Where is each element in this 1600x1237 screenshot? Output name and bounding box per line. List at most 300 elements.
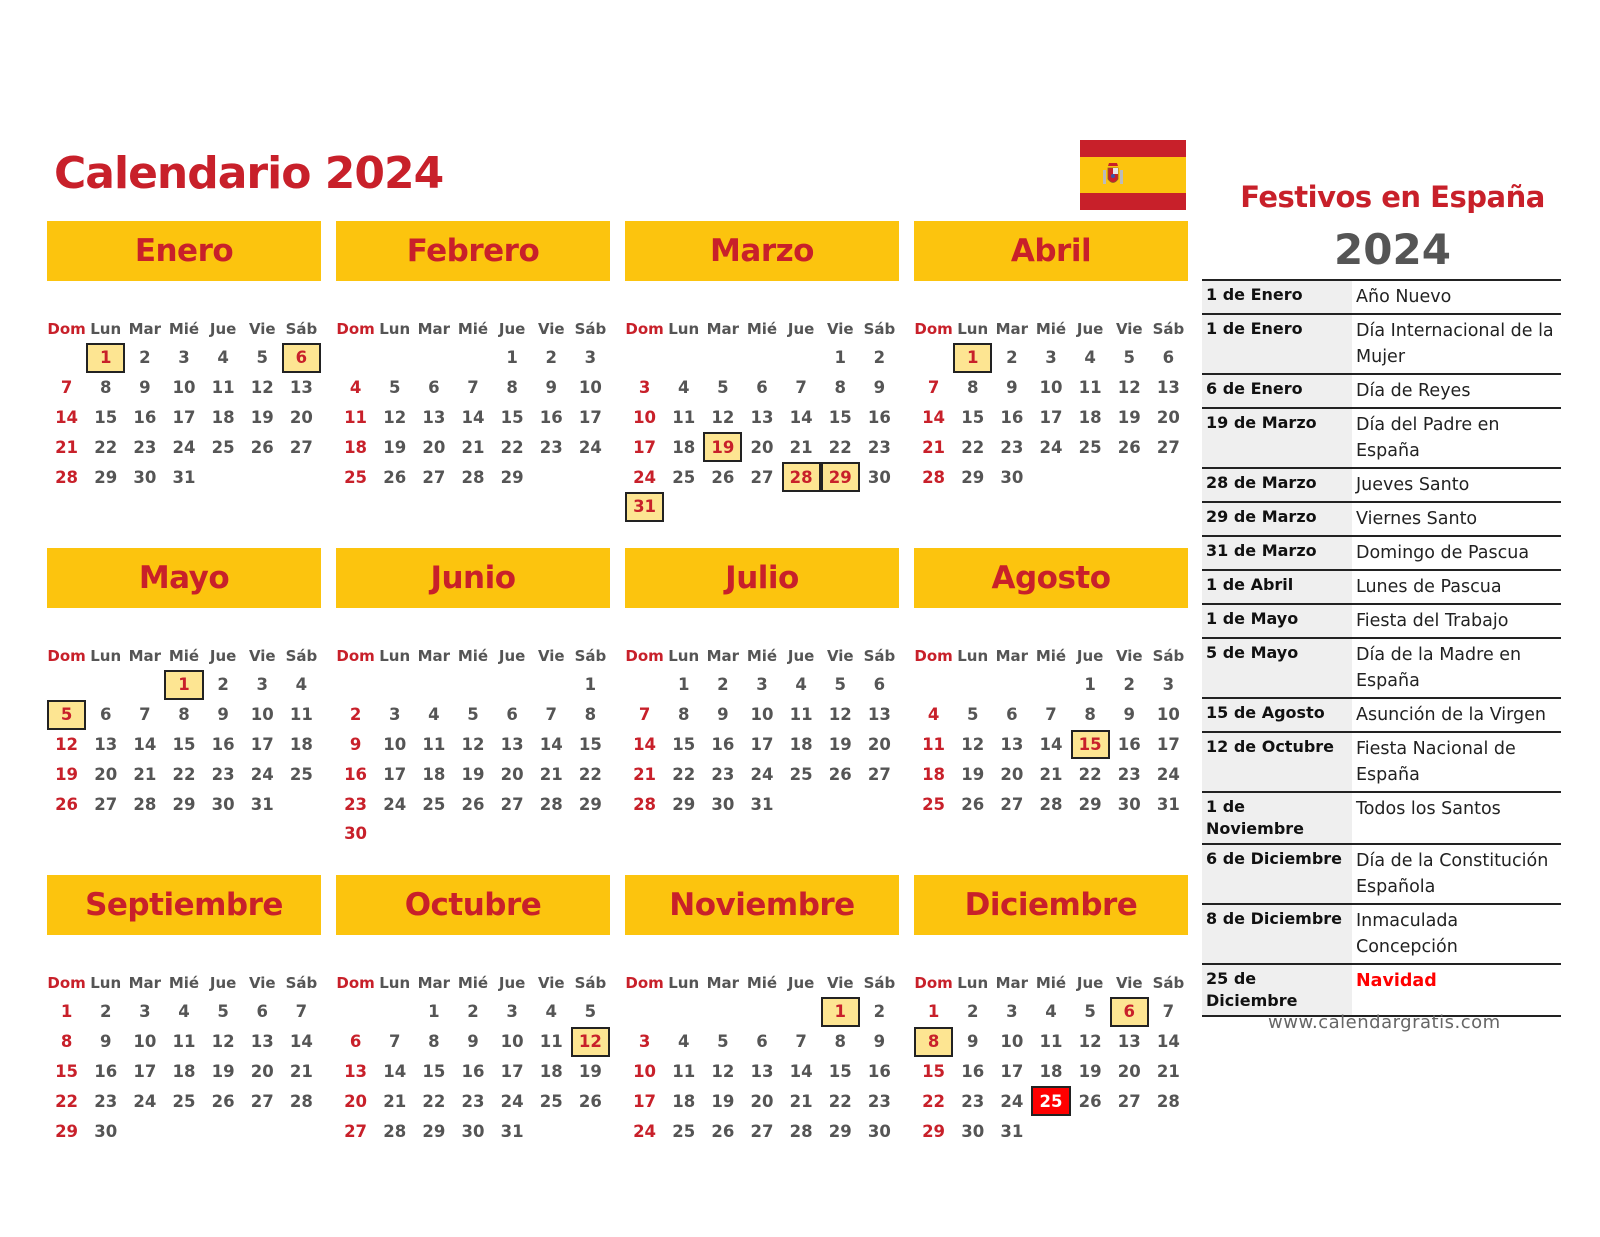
day-cell: 4	[428, 705, 440, 725]
day-cell: 29	[94, 467, 118, 487]
day-cell: 27	[289, 437, 313, 457]
weekday-label: Dom	[625, 647, 664, 665]
day-cell: 20	[250, 1061, 274, 1081]
week-row	[47, 1086, 321, 1116]
day-cell: 19	[961, 764, 985, 784]
day-cell: 10	[500, 1032, 524, 1052]
month-header: Octubre	[336, 875, 610, 935]
day-cell: 13	[94, 734, 118, 754]
day-cell: 12	[1117, 378, 1141, 398]
day-cell: 21	[539, 764, 563, 784]
empty-day-cell	[1071, 1116, 1110, 1146]
day-cell: 25	[289, 764, 313, 784]
day-cell: 18	[211, 407, 235, 427]
weekday-label: Mar	[995, 320, 1029, 338]
empty-day-cell	[782, 343, 821, 373]
holiday-day-cell: 28	[782, 462, 821, 492]
day-cell: 20	[344, 1091, 368, 1111]
day-cell: 15	[828, 407, 852, 427]
day-cell: 5	[256, 348, 269, 368]
day-cell: 7	[1162, 1002, 1175, 1022]
day-cell: 23	[133, 437, 157, 457]
day-cell: 16	[133, 407, 157, 427]
day-cell: 9	[1123, 705, 1136, 725]
empty-day-cell	[414, 343, 453, 373]
day-cell: 25	[922, 794, 946, 814]
day-cell: 30	[1117, 794, 1141, 814]
holiday-date: 1 de Enero	[1202, 315, 1352, 373]
weekday-label: Mar	[128, 974, 162, 992]
day-cell: 24	[250, 764, 274, 784]
day-cell: 8	[584, 705, 597, 725]
day-cell: 3	[1162, 675, 1175, 695]
weekday-label: Mar	[128, 320, 162, 338]
day-cell: 16	[461, 1061, 485, 1081]
month-header: Abril	[914, 221, 1188, 281]
month-header: Marzo	[625, 221, 899, 281]
weekday-label: Dom	[336, 974, 375, 992]
weekday-label: Sáb	[574, 647, 607, 665]
day-cell: 2	[545, 348, 558, 368]
empty-day-cell	[1149, 1116, 1188, 1146]
day-cell: 30	[133, 467, 157, 487]
month-marzo	[625, 221, 899, 522]
day-cell: 10	[1156, 705, 1180, 725]
day-cell: 6	[506, 705, 518, 725]
coat-of-arms-icon	[1102, 162, 1124, 188]
day-cell: 3	[388, 705, 401, 725]
holiday-date: 1 de Abril	[1202, 571, 1352, 603]
day-cell: 30	[211, 794, 235, 814]
weekday-label: Mar	[706, 974, 740, 992]
weekday-label: Dom	[625, 320, 664, 338]
holiday-name: Viernes Santo	[1356, 509, 1478, 529]
weekday-label: Dom	[914, 320, 953, 338]
holiday-day-cell: 8	[914, 1027, 953, 1057]
weekday-label: Vie	[537, 647, 565, 665]
week-row	[47, 997, 321, 1027]
day-cell: 15	[94, 407, 118, 427]
day-cell: 14	[1156, 1032, 1180, 1052]
empty-day-cell	[164, 1116, 203, 1146]
empty-day-cell	[625, 670, 664, 700]
day-cell: 12	[711, 1061, 735, 1081]
day-cell: 29	[961, 467, 985, 487]
day-cell: 14	[789, 407, 813, 427]
holiday-date: 5 de Mayo	[1202, 639, 1352, 697]
day-cell: 20	[422, 437, 446, 457]
day-cell: 22	[672, 764, 696, 784]
day-cell: 3	[1045, 348, 1057, 368]
weekday-label: Mar	[417, 320, 451, 338]
day-cell: 17	[1039, 407, 1063, 427]
holiday-row	[1202, 409, 1561, 469]
day-cell: 17	[172, 407, 196, 427]
weekday-header-row	[625, 317, 899, 341]
holiday-row	[1202, 733, 1561, 793]
day-cell: 13	[289, 378, 313, 398]
day-cell: 8	[966, 378, 979, 398]
day-cell: 26	[461, 794, 485, 814]
day-cell: 22	[172, 764, 196, 784]
weekday-label: Jue	[209, 647, 237, 665]
day-cell: 13	[867, 705, 891, 725]
empty-day-cell	[532, 670, 571, 700]
week-row	[47, 432, 321, 462]
holiday-name: Fiesta Nacional de España	[1356, 739, 1516, 785]
holiday-name: Inmaculada Concepción	[1356, 911, 1459, 957]
day-cell: 3	[584, 348, 597, 368]
day-cell: 3	[506, 1002, 518, 1022]
day-cell: 17	[750, 734, 774, 754]
weekday-label: Lun	[668, 974, 700, 992]
weekday-label: Vie	[1115, 974, 1143, 992]
holiday-date: 8 de Diciembre	[1202, 905, 1352, 963]
day-cell: 27	[1156, 437, 1180, 457]
day-cell: 10	[578, 378, 602, 398]
weekday-label: Vie	[537, 974, 565, 992]
empty-day-cell	[664, 492, 703, 522]
day-cell: 25	[539, 1091, 563, 1111]
day-cell: 2	[873, 1002, 886, 1022]
day-cell: 4	[795, 675, 807, 695]
day-cell: 24	[172, 437, 196, 457]
day-cell: 12	[1078, 1032, 1102, 1052]
day-cell: 28	[383, 1121, 407, 1141]
day-cell: 23	[344, 794, 368, 814]
day-cell: 23	[461, 1091, 485, 1111]
week-row	[914, 1057, 1188, 1087]
holiday-row	[1202, 375, 1561, 409]
day-cell: 3	[139, 1002, 151, 1022]
day-cell: 10	[133, 1032, 157, 1052]
weekday-label: Vie	[248, 647, 276, 665]
weekday-header-row	[625, 644, 899, 668]
day-cell: 14	[461, 407, 485, 427]
empty-day-cell	[375, 670, 414, 700]
week-row	[336, 1086, 610, 1116]
week-row	[625, 1027, 899, 1057]
holiday-row	[1202, 639, 1561, 699]
day-cell: 4	[677, 1032, 690, 1052]
week-row	[336, 373, 610, 403]
weekday-label: Mar	[706, 647, 740, 665]
day-cell: 17	[1156, 734, 1180, 754]
holiday-date: 1 de Noviembre	[1202, 793, 1352, 843]
day-cell: 13	[1156, 378, 1180, 398]
week-row	[47, 670, 321, 700]
day-cell: 18	[539, 1061, 563, 1081]
day-cell: 7	[638, 705, 651, 725]
day-cell: 24	[383, 794, 407, 814]
month-header: Agosto	[914, 548, 1188, 608]
week-row	[336, 1027, 610, 1057]
empty-day-cell	[742, 492, 781, 522]
empty-day-cell	[1071, 462, 1110, 492]
weekday-label: Jue	[209, 974, 237, 992]
day-cell: 18	[289, 734, 313, 754]
website-link[interactable]: www.calendargratis.com	[1268, 1012, 1501, 1033]
day-cell: 26	[1117, 437, 1141, 457]
day-cell: 2	[1123, 675, 1136, 695]
day-cell: 6	[256, 1002, 269, 1022]
week-row	[625, 759, 899, 789]
weekday-label: Vie	[1115, 320, 1143, 338]
day-cell: 25	[172, 1091, 196, 1111]
empty-day-cell	[625, 343, 664, 373]
week-row	[336, 730, 610, 760]
day-cell: 1	[834, 348, 847, 368]
day-cell: 1	[927, 1002, 940, 1022]
day-cell: 22	[55, 1091, 79, 1111]
weekday-label: Lun	[957, 974, 989, 992]
holiday-row	[1202, 905, 1561, 965]
week-row	[47, 343, 321, 373]
weekday-label: Lun	[379, 320, 411, 338]
weekday-label: Jue	[498, 974, 526, 992]
day-cell: 18	[172, 1061, 196, 1081]
week-row	[336, 432, 610, 462]
day-cell: 4	[677, 378, 690, 398]
day-cell: 18	[422, 764, 446, 784]
day-cell: 27	[867, 764, 891, 784]
weekday-label: Mié	[168, 974, 200, 992]
weekday-label: Sáb	[1152, 647, 1185, 665]
day-cell: 7	[1045, 705, 1057, 725]
day-cell: 3	[178, 348, 190, 368]
day-cell: 22	[1078, 764, 1102, 784]
empty-day-cell	[375, 997, 414, 1027]
holiday-name: Navidad	[1356, 971, 1437, 991]
day-cell: 24	[578, 437, 602, 457]
day-cell: 14	[1039, 734, 1063, 754]
day-cell: 31	[250, 794, 274, 814]
day-cell: 26	[711, 467, 735, 487]
day-cell: 6	[756, 1032, 768, 1052]
week-row	[625, 700, 899, 730]
day-cell: 22	[422, 1091, 446, 1111]
weekday-header-row	[914, 317, 1188, 341]
day-cell: 5	[388, 378, 401, 398]
day-cell: 1	[506, 348, 518, 368]
day-cell: 17	[633, 1091, 657, 1111]
day-cell: 15	[961, 407, 985, 427]
weekday-label: Jue	[1076, 647, 1104, 665]
week-row	[625, 403, 899, 433]
day-cell: 3	[1006, 1002, 1018, 1022]
day-cell: 5	[217, 1002, 229, 1022]
day-cell: 2	[99, 1002, 112, 1022]
day-cell: 19	[250, 407, 274, 427]
weekday-label: Sáb	[863, 647, 896, 665]
day-cell: 20	[289, 407, 313, 427]
week-row	[914, 730, 1188, 760]
weekday-label: Mié	[746, 320, 778, 338]
day-cell: 30	[461, 1121, 485, 1141]
weekday-label: Mié	[1035, 974, 1067, 992]
month-diciembre	[914, 875, 1188, 1146]
day-cell: 11	[344, 407, 368, 427]
empty-day-cell	[453, 819, 492, 849]
empty-day-cell	[204, 1116, 243, 1146]
day-cell: 21	[461, 437, 485, 457]
week-row	[336, 700, 610, 730]
week-row	[914, 1027, 1188, 1057]
day-cell: 28	[789, 1121, 813, 1141]
day-cell: 20	[750, 1091, 774, 1111]
week-row	[47, 700, 321, 730]
empty-day-cell	[125, 1116, 164, 1146]
day-cell: 13	[250, 1032, 274, 1052]
empty-day-cell	[1031, 462, 1070, 492]
empty-day-cell	[1110, 1116, 1149, 1146]
weekday-label: Lun	[957, 647, 989, 665]
day-cell: 14	[539, 734, 563, 754]
week-row	[336, 1057, 610, 1087]
day-cell: 21	[1039, 764, 1063, 784]
day-cell: 26	[1078, 1091, 1102, 1111]
day-cell: 28	[133, 794, 157, 814]
day-cell: 21	[55, 437, 79, 457]
empty-day-cell	[782, 789, 821, 819]
empty-day-cell	[1031, 670, 1070, 700]
month-enero	[47, 221, 321, 492]
day-cell: 28	[1039, 794, 1063, 814]
weekday-header-row	[336, 317, 610, 341]
day-cell: 25	[789, 764, 813, 784]
day-cell: 15	[172, 734, 196, 754]
day-cell: 24	[1000, 1091, 1024, 1111]
empty-day-cell	[453, 343, 492, 373]
day-cell: 2	[1006, 348, 1018, 368]
day-cell: 5	[1123, 348, 1136, 368]
weekday-label: Mié	[1035, 647, 1067, 665]
week-row	[625, 373, 899, 403]
week-row	[914, 670, 1188, 700]
day-cell: 13	[1117, 1032, 1141, 1052]
weekday-label: Dom	[47, 974, 86, 992]
day-cell: 27	[1000, 794, 1024, 814]
empty-day-cell	[125, 670, 164, 700]
day-cell: 28	[633, 794, 657, 814]
weekday-label: Dom	[47, 647, 86, 665]
day-cell: 24	[133, 1091, 157, 1111]
week-row	[625, 670, 899, 700]
day-cell: 5	[966, 705, 979, 725]
empty-day-cell	[204, 462, 243, 492]
day-cell: 18	[344, 437, 368, 457]
day-cell: 25	[672, 467, 696, 487]
empty-day-cell	[742, 343, 781, 373]
day-cell: 10	[633, 1061, 657, 1081]
week-row	[914, 343, 1188, 373]
month-header: Julio	[625, 548, 899, 608]
holiday-date: 28 de Marzo	[1202, 469, 1352, 501]
day-cell: 29	[422, 1121, 446, 1141]
day-cell: 6	[756, 378, 768, 398]
day-cell: 10	[633, 407, 657, 427]
day-cell: 29	[172, 794, 196, 814]
empty-day-cell	[703, 343, 742, 373]
day-cell: 24	[1156, 764, 1180, 784]
month-header: Febrero	[336, 221, 610, 281]
day-cell: 30	[344, 824, 368, 844]
day-cell: 27	[1117, 1091, 1141, 1111]
empty-day-cell	[493, 819, 532, 849]
day-cell: 22	[828, 1091, 852, 1111]
holiday-name: Día Internacional de la Mujer	[1356, 321, 1554, 367]
empty-day-cell	[992, 670, 1031, 700]
month-noviembre	[625, 875, 899, 1146]
weekday-label: Mié	[1035, 320, 1067, 338]
day-cell: 26	[961, 794, 985, 814]
day-cell: 16	[867, 407, 891, 427]
holiday-row	[1202, 315, 1561, 375]
day-cell: 31	[500, 1121, 524, 1141]
day-cell: 18	[672, 1091, 696, 1111]
day-cell: 28	[55, 467, 79, 487]
day-cell: 26	[55, 794, 79, 814]
day-cell: 19	[1078, 1061, 1102, 1081]
day-cell: 26	[250, 437, 274, 457]
day-cell: 22	[500, 437, 524, 457]
empty-day-cell	[742, 997, 781, 1027]
month-header: Septiembre	[47, 875, 321, 935]
month-header: Diciembre	[914, 875, 1188, 935]
day-cell: 23	[711, 764, 735, 784]
day-cell: 10	[750, 705, 774, 725]
day-cell: 3	[756, 675, 768, 695]
empty-day-cell	[664, 343, 703, 373]
week-row	[47, 373, 321, 403]
weekday-label: Vie	[826, 974, 854, 992]
day-cell: 6	[349, 1032, 362, 1052]
weekday-header-row	[914, 644, 1188, 668]
day-cell: 8	[834, 378, 847, 398]
day-cell: 27	[750, 1121, 774, 1141]
day-cell: 10	[250, 705, 274, 725]
holiday-name: Todos los Santos	[1356, 799, 1501, 819]
day-cell: 21	[789, 1091, 813, 1111]
day-cell: 13	[1000, 734, 1024, 754]
weekday-label: Mié	[457, 647, 489, 665]
weekday-label: Mar	[995, 647, 1029, 665]
week-row	[336, 670, 610, 700]
week-row	[625, 789, 899, 819]
day-cell: 1	[677, 675, 690, 695]
day-cell: 17	[633, 437, 657, 457]
day-cell: 22	[828, 437, 852, 457]
day-cell: 29	[500, 467, 524, 487]
day-cell: 15	[500, 407, 524, 427]
empty-day-cell	[821, 492, 860, 522]
day-cell: 7	[927, 378, 940, 398]
day-cell: 3	[638, 378, 651, 398]
empty-day-cell	[336, 670, 375, 700]
month-octubre	[336, 875, 610, 1146]
day-cell: 17	[1000, 1061, 1024, 1081]
week-row	[625, 492, 899, 522]
holiday-day-cell: 6	[282, 343, 321, 373]
day-cell: 11	[1039, 1032, 1063, 1052]
day-cell: 28	[1156, 1091, 1180, 1111]
holiday-name: Fiesta del Trabajo	[1356, 611, 1509, 631]
weekday-label: Jue	[787, 974, 815, 992]
day-cell: 19	[55, 764, 79, 784]
day-cell: 12	[461, 734, 485, 754]
empty-day-cell	[282, 789, 321, 819]
holiday-date: 1 de Mayo	[1202, 605, 1352, 637]
